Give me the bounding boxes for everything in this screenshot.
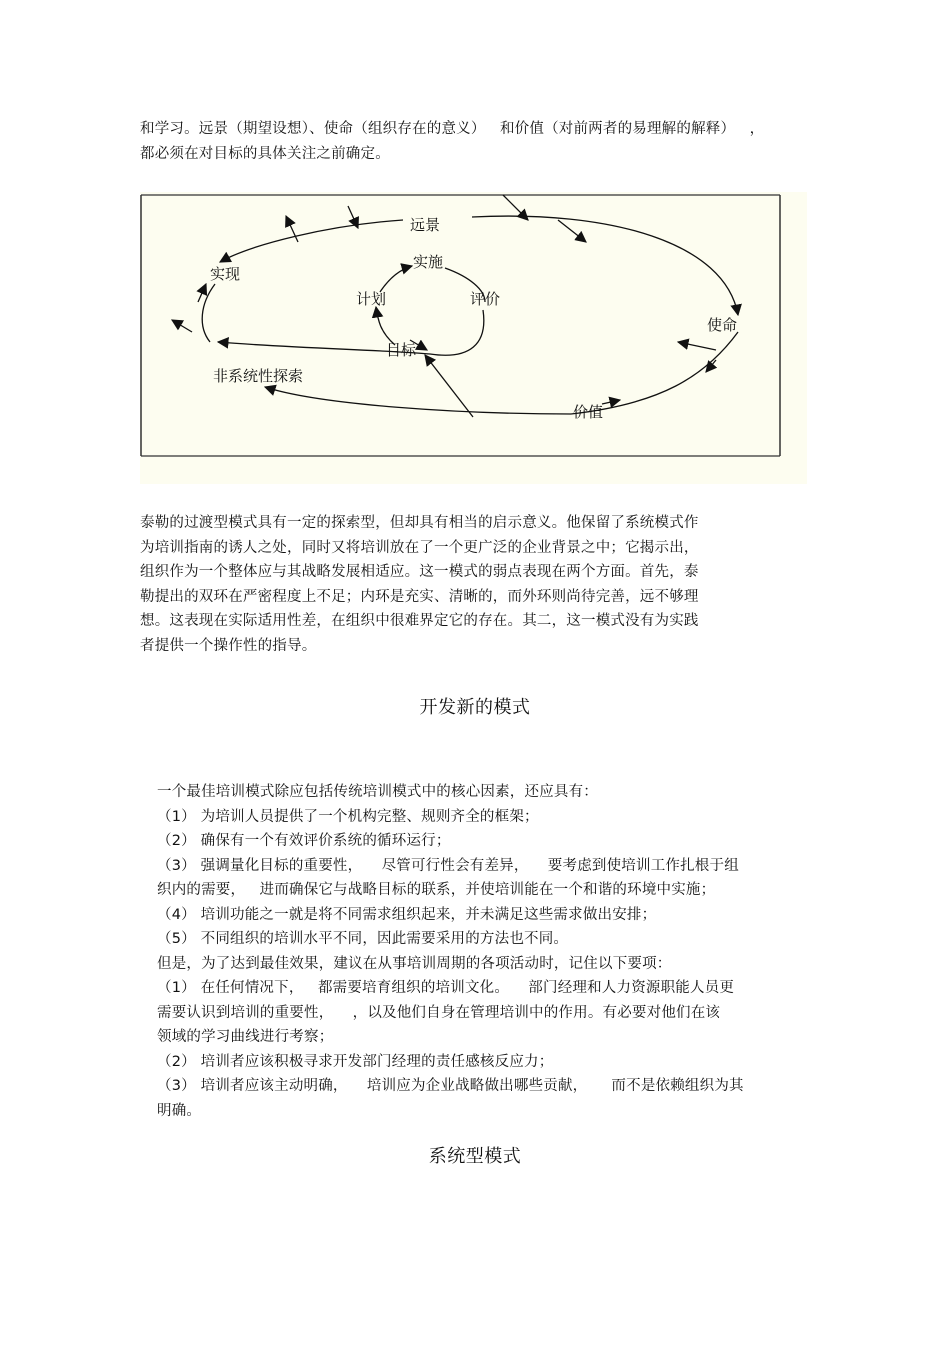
taylor-line: 者提供一个操作性的指导。 <box>140 637 317 654</box>
best-model-paragraph <box>157 780 744 1123</box>
best-model-line: （4） 培训功能之一就是将不同需求组织起来，并未满足这些需求做出安排； <box>157 906 657 923</box>
best-model-line: 领域的学习曲线进行考察； <box>157 1029 334 1045</box>
best-model-line: 一个最佳培训模式除应包括传统培训模式中的核心因素，还应具有： <box>157 784 598 800</box>
intro-line: 和学习。远景（期望设想）、使命（组织存在的意义） 和价值（对前两者的易理解的解释） ， <box>140 121 765 137</box>
best-model-line: （3） 培训者应该主动明确， 培训应为企业战略做出哪些贡献， 而不是依赖组织为其 <box>157 1078 744 1094</box>
label-unsystematic: 非系统性探索 <box>213 367 304 385</box>
label-vision: 远景 <box>410 216 441 234</box>
label-plan: 计划 <box>356 290 387 308</box>
best-model-line: （2） 培训者应该积极寻求开发部门经理的责任感核反应力； <box>157 1053 554 1070</box>
best-model-line: 织内的需要， 进而确保它与战略目标的联系，并使培训能在一个和谐的环境中实施； <box>157 882 716 898</box>
section-heading-new-model: 开发新的模式 <box>419 697 531 718</box>
section-heading-system-model: 系统型模式 <box>428 1146 522 1167</box>
taylor-model-diagram <box>140 192 807 484</box>
best-model-line: （1） 为培训人员提供了一个机构完整、规则齐全的框架； <box>157 808 539 825</box>
best-model-line: （2） 确保有一个有效评价系统的循环运行； <box>157 833 451 849</box>
taylor-line: 为培训指南的诱人之处，同时又将培训放在了一个更广泛的企业背景之中；它揭示出， <box>140 539 699 556</box>
label-goal: 目标 <box>386 341 417 359</box>
label-value: 价值 <box>573 403 604 421</box>
taylor-line: 想。这表现在实际适用性差，在组织中很难界定它的存在。其二，这一模式没有为实践 <box>140 613 699 629</box>
taylor-line: 组织作为一个整体应与其战略发展相适应。这一模式的弱点表现在两个方面。首先，泰 <box>140 564 699 580</box>
taylor-paragraph <box>140 511 699 658</box>
label-realize: 实现 <box>210 265 241 283</box>
intro-line: 都必须在对目标的具体关注之前确定。 <box>140 145 390 162</box>
taylor-line: 勒提出的双环在严密程度上不足；内环是充实、清晰的，而外环则尚待完善，远不够理 <box>140 588 699 605</box>
best-model-line: （3） 强调量化目标的重要性， 尽管可行性会有差异， 要考虑到使培训工作扎根于组 <box>157 857 739 874</box>
diagram-background <box>140 192 807 484</box>
best-model-line: （5） 不同组织的培训水平不同，因此需要采用的方法也不同。 <box>157 931 569 947</box>
best-model-line: 但是，为了达到最佳效果，建议在从事培训周期的各项活动时，记住以下要项： <box>157 955 672 972</box>
intro-paragraph <box>140 117 764 166</box>
label-implement: 实施 <box>413 253 444 271</box>
label-mission: 使命 <box>707 316 738 334</box>
best-model-line: （1） 在任何情况下， 都需要培育组织的培训文化。 部门经理和人力资源职能人员更 <box>157 980 735 996</box>
best-model-line: 需要认识到培训的重要性， ，以及他们自身在管理培训中的作用。有必要对他们在该 <box>157 1004 721 1021</box>
label-evaluate: 评价 <box>470 290 501 308</box>
best-model-line: 明确。 <box>157 1102 202 1119</box>
taylor-line: 泰勒的过渡型模式具有一定的探索型，但却具有相当的启示意义。他保留了系统模式作 <box>140 515 699 531</box>
